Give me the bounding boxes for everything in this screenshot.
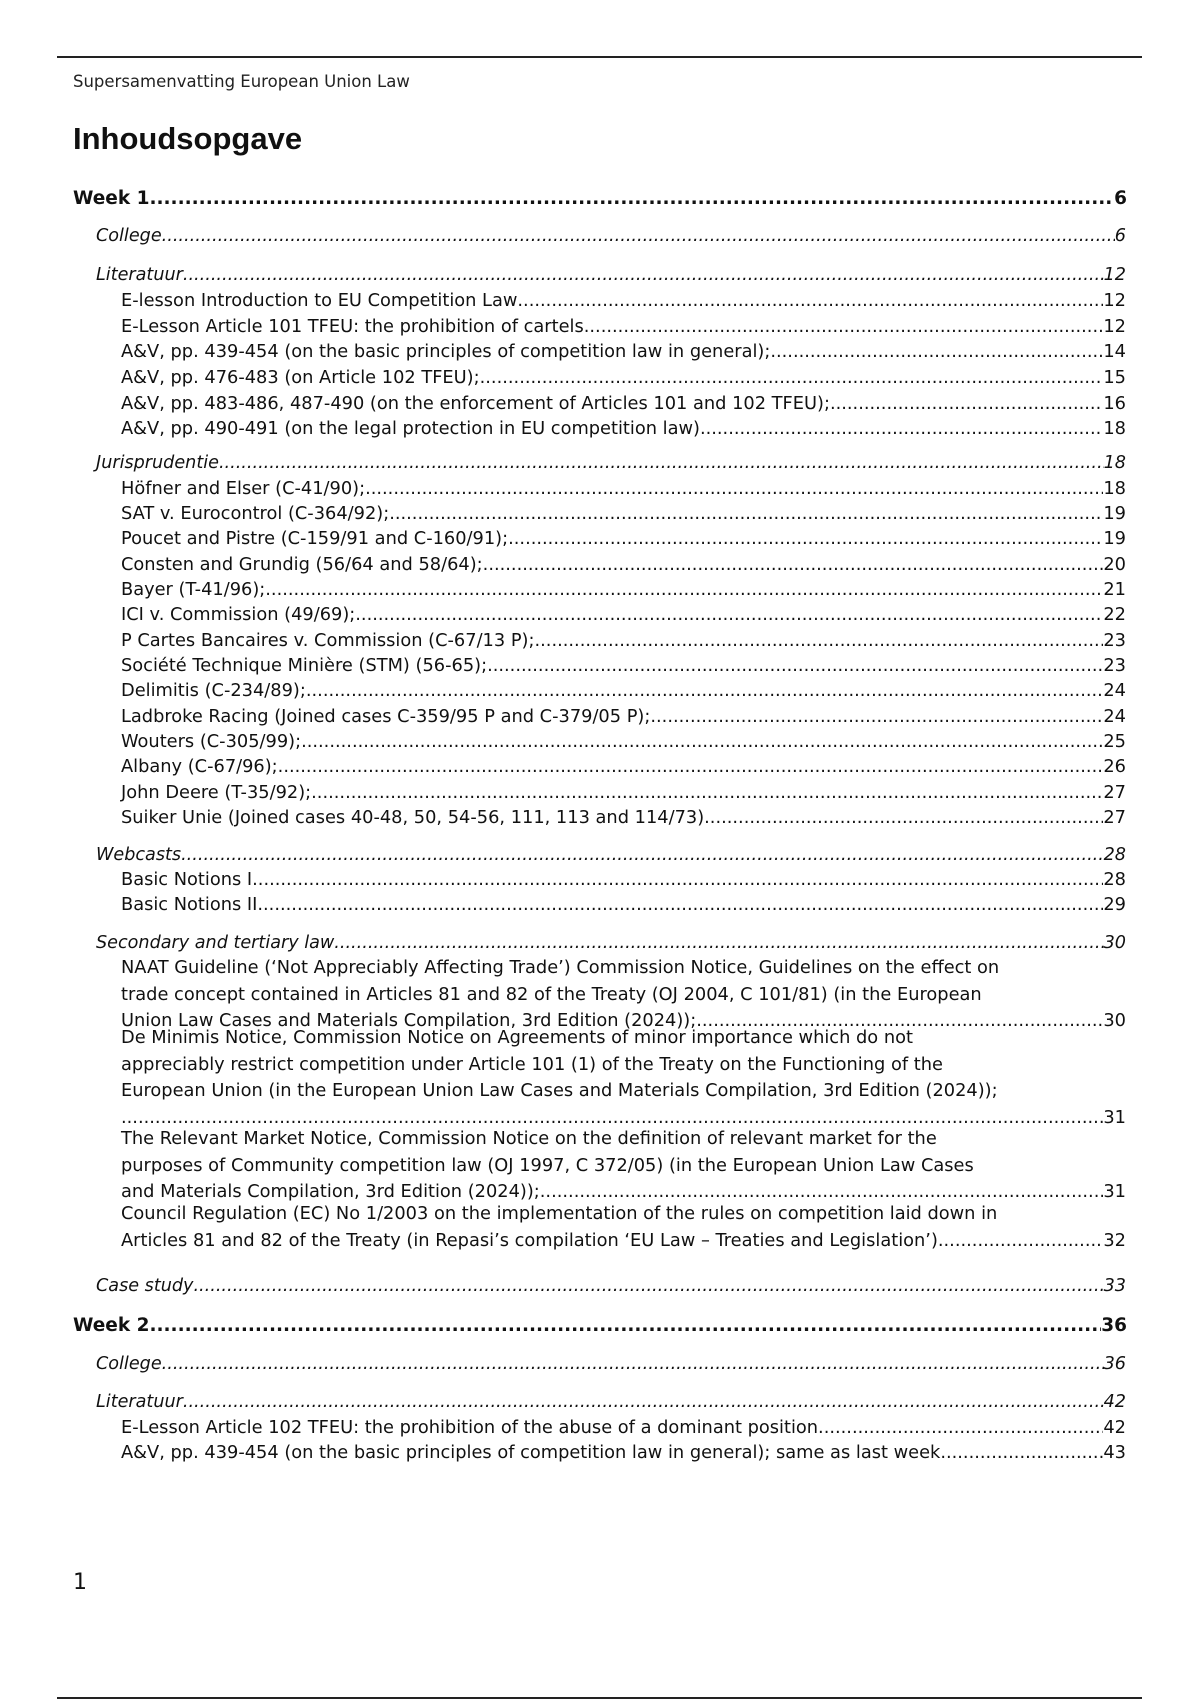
toc-section[interactable] bbox=[96, 1351, 1126, 1378]
dot-leader bbox=[183, 262, 1104, 289]
dot-leader bbox=[517, 288, 1103, 315]
toc-page-number: 25 bbox=[1103, 731, 1126, 752]
toc-entry-title: A&V, pp. 483-486, 487-490 (on the enforcement of Articles 101 and 102 TFEU); bbox=[121, 393, 830, 414]
toc-entry-title: E-lesson Introduction to EU Competition Law bbox=[121, 290, 518, 311]
toc-page-number: 12 bbox=[1103, 316, 1126, 337]
toc-page-number: 6 bbox=[1114, 188, 1127, 209]
header-rule bbox=[57, 56, 1142, 58]
dot-leader bbox=[265, 577, 1103, 604]
toc-entry-title: A&V, pp. 439-454 (on the basic principles of competition law in general); bbox=[121, 341, 771, 362]
toc-page-number: 28 bbox=[1103, 869, 1126, 890]
toc-entry-line: trade concept contained in Articles 81 and 82 of the Treaty (OJ 2004, C 101/81) (in the European bbox=[121, 983, 982, 1005]
toc-item[interactable] bbox=[121, 339, 1126, 366]
toc-entry-title: Union Law Cases and Materials Compilation, 3rd Edition (2024)); bbox=[121, 1010, 697, 1032]
toc-entry-title: Case study bbox=[96, 1276, 194, 1296]
toc-page-number: 33 bbox=[1103, 1276, 1126, 1296]
dot-leader bbox=[257, 892, 1103, 919]
toc-section[interactable] bbox=[96, 1273, 1126, 1300]
toc-item[interactable] bbox=[121, 653, 1126, 680]
toc-page-number: 24 bbox=[1103, 680, 1126, 701]
toc-item[interactable] bbox=[121, 729, 1126, 756]
toc-page-number: 19 bbox=[1103, 503, 1126, 524]
toc-entry-title: A&V, pp. 490-491 (on the legal protection in EU competition law) bbox=[121, 418, 700, 439]
toc-entry-title: Poucet and Pistre (C-159/91 and C-160/91); bbox=[121, 528, 509, 549]
dot-leader bbox=[389, 501, 1103, 528]
toc-page-number: 31 bbox=[1103, 1181, 1126, 1203]
toc-item[interactable] bbox=[121, 704, 1126, 731]
dot-leader bbox=[487, 653, 1103, 680]
dot-leader bbox=[480, 365, 1104, 392]
dot-leader bbox=[584, 314, 1104, 341]
toc-entry-title: E-Lesson Article 102 TFEU: the prohibition of the abuse of a dominant position bbox=[121, 1417, 819, 1438]
toc-item[interactable] bbox=[121, 288, 1126, 315]
dot-leader bbox=[483, 552, 1104, 579]
toc-section[interactable] bbox=[96, 842, 1126, 869]
toc-entry-line: The Relevant Market Notice, Commission Notice on the definition of relevant market for the bbox=[121, 1128, 937, 1149]
toc-entry-title: E-Lesson Article 101 TFEU: the prohibition of cartels bbox=[121, 316, 584, 337]
toc-item[interactable] bbox=[121, 552, 1126, 579]
toc-page-number: 42 bbox=[1103, 1392, 1126, 1412]
toc-page-number: 43 bbox=[1103, 1442, 1126, 1463]
toc-item[interactable] bbox=[121, 805, 1126, 832]
toc-section[interactable] bbox=[96, 930, 1126, 957]
dot-leader bbox=[365, 476, 1103, 503]
dot-leader bbox=[700, 416, 1103, 443]
toc-item[interactable] bbox=[121, 1201, 1126, 1254]
dot-leader bbox=[181, 842, 1104, 869]
toc-page-number: 27 bbox=[1103, 807, 1126, 828]
toc-entry-title: Webcasts bbox=[96, 845, 182, 865]
toc-item[interactable] bbox=[121, 476, 1126, 503]
toc-entry-line: De Minimis Notice, Commission Notice on Agreements of minor importance which do not bbox=[121, 1027, 913, 1048]
toc-page-number: 29 bbox=[1103, 894, 1126, 915]
toc-page-number: 18 bbox=[1103, 453, 1126, 473]
toc-entry-title: Week 2 bbox=[73, 1315, 150, 1336]
toc-entry-title: John Deere (T-35/92); bbox=[121, 782, 312, 803]
toc-entry-title: Literatuur bbox=[96, 1392, 183, 1412]
dot-leader bbox=[219, 450, 1104, 477]
toc-page-number: 42 bbox=[1103, 1417, 1126, 1438]
toc-entry-title: Höfner and Elser (C-41/90); bbox=[121, 478, 366, 499]
toc-item[interactable] bbox=[121, 628, 1126, 655]
toc-entry-title: P Cartes Bancaires v. Commission (C-67/13 P); bbox=[121, 630, 535, 651]
toc-item[interactable] bbox=[121, 416, 1126, 443]
toc-entry-title: and Materials Compilation, 3rd Edition (2024)); bbox=[121, 1181, 540, 1203]
toc-item[interactable] bbox=[121, 391, 1126, 418]
toc-item[interactable] bbox=[121, 314, 1126, 341]
toc-week[interactable] bbox=[73, 1313, 1127, 1340]
dot-leader bbox=[704, 805, 1103, 832]
dot-leader bbox=[149, 1313, 1101, 1340]
toc-item[interactable] bbox=[121, 1126, 1126, 1206]
toc-page-number: 32 bbox=[1103, 1229, 1126, 1251]
toc-entry-line: purposes of Community competition law (OJ 1997, C 372/05) (in the European Union Law Cases bbox=[121, 1154, 974, 1176]
toc-page-number: 30 bbox=[1103, 1010, 1126, 1032]
toc-entry-title: Articles 81 and 82 of the Treaty (in Repasi’s compilation ‘EU Law – Treaties and Legislation’) bbox=[121, 1229, 938, 1251]
toc-page-number: 18 bbox=[1103, 418, 1126, 439]
toc-section[interactable] bbox=[96, 262, 1126, 289]
toc-page-number: 19 bbox=[1103, 528, 1126, 549]
dot-leader bbox=[311, 780, 1103, 807]
toc-page-number: 27 bbox=[1103, 782, 1126, 803]
toc-page-number: 12 bbox=[1103, 290, 1126, 311]
footer-rule bbox=[57, 1697, 1142, 1699]
dot-leader bbox=[508, 526, 1103, 553]
toc-entry-title: Consten and Grundig (56/64 and 58/64); bbox=[121, 554, 483, 575]
toc-entry-line: European Union (in the European Union Law Cases and Materials Compilation, 3rd Edition (2024)); bbox=[121, 1080, 998, 1102]
toc-item[interactable] bbox=[121, 1025, 1126, 1132]
toc-entry-title: Secondary and tertiary law bbox=[96, 933, 335, 953]
toc-page-number: 31 bbox=[1103, 1107, 1126, 1129]
dot-leader bbox=[940, 1440, 1103, 1467]
toc-entry-title: Bayer (T-41/96); bbox=[121, 579, 266, 600]
dot-leader bbox=[306, 678, 1104, 705]
dot-leader bbox=[149, 186, 1114, 213]
toc-page-number: 18 bbox=[1103, 478, 1126, 499]
toc-page-number: 21 bbox=[1103, 579, 1126, 600]
toc-entry-title: Société Technique Minière (STM) (56-65); bbox=[121, 655, 488, 676]
toc-entry-line: appreciably restrict competition under Article 101 (1) of the Treaty on the Functioning of the bbox=[121, 1053, 943, 1075]
toc-item[interactable] bbox=[121, 678, 1126, 705]
dot-leader bbox=[770, 339, 1103, 366]
dot-leader bbox=[162, 1351, 1104, 1378]
toc-entry-line: NAAT Guideline (‘Not Appreciably Affecting Trade’) Commission Notice, Guidelines on the effect on bbox=[121, 957, 1000, 978]
toc-entry-title: Jurisprudentie bbox=[96, 453, 219, 473]
dot-leader bbox=[534, 628, 1103, 655]
toc-page-number: 23 bbox=[1103, 655, 1126, 676]
dot-leader bbox=[650, 704, 1103, 731]
toc-entry-title: Week 1 bbox=[73, 188, 150, 209]
toc-item[interactable] bbox=[121, 780, 1126, 807]
toc-item[interactable] bbox=[121, 365, 1126, 392]
toc-section[interactable] bbox=[96, 223, 1126, 250]
toc-item[interactable] bbox=[121, 1415, 1126, 1442]
dot-leader bbox=[334, 930, 1103, 957]
toc-page-number: 23 bbox=[1103, 630, 1126, 651]
toc-title: Inhoudsopgave bbox=[73, 121, 303, 156]
dot-leader bbox=[830, 391, 1103, 418]
dot-leader bbox=[355, 602, 1103, 629]
toc-entry-title: ICI v. Commission (49/69); bbox=[121, 604, 356, 625]
toc-entry-title: A&V, pp. 439-454 (on the basic principles of competition law in general); same as last week bbox=[121, 1442, 941, 1463]
toc-item[interactable] bbox=[121, 1440, 1126, 1467]
toc-page-number: 6 bbox=[1114, 226, 1126, 246]
toc-page-number: 24 bbox=[1103, 706, 1126, 727]
toc-entry-title: College bbox=[96, 1354, 162, 1374]
dot-leader bbox=[301, 729, 1103, 756]
toc-entry-title: Literatuur bbox=[96, 265, 183, 285]
toc-entry-title: Delimitis (C-234/89); bbox=[121, 680, 306, 701]
dot-leader bbox=[818, 1415, 1103, 1442]
toc-item[interactable] bbox=[121, 955, 1126, 1035]
toc-item[interactable] bbox=[121, 602, 1126, 629]
toc-week[interactable] bbox=[73, 186, 1127, 213]
toc-section[interactable] bbox=[96, 450, 1126, 477]
dot-leader bbox=[162, 223, 1115, 250]
toc-section[interactable] bbox=[96, 1389, 1126, 1416]
dot-leader bbox=[193, 1273, 1103, 1300]
toc-page-number: 15 bbox=[1103, 367, 1126, 388]
toc-page-number: 36 bbox=[1103, 1354, 1126, 1374]
page-number: 1 bbox=[73, 1570, 87, 1595]
toc-entry-title: Suiker Unie (Joined cases 40-48, 50, 54-56, 111, 113 and 114/73) bbox=[121, 807, 705, 828]
toc-page-number: 22 bbox=[1103, 604, 1126, 625]
toc-page-number: 30 bbox=[1103, 933, 1126, 953]
toc-page-number: 36 bbox=[1101, 1315, 1127, 1336]
toc-item[interactable] bbox=[121, 892, 1126, 919]
dot-leader bbox=[278, 754, 1104, 781]
toc-page-number: 26 bbox=[1103, 756, 1126, 777]
toc-page-number: 28 bbox=[1103, 845, 1126, 865]
toc-page-number: 14 bbox=[1103, 341, 1126, 362]
toc-entry-title: A&V, pp. 476-483 (on Article 102 TFEU); bbox=[121, 367, 480, 388]
toc-entry-title: Ladbroke Racing (Joined cases C-359/95 P and C-379/05 P); bbox=[121, 706, 651, 727]
toc-entry-title: Basic Notions I bbox=[121, 869, 253, 890]
toc-entry-title: Wouters (C-305/99); bbox=[121, 731, 302, 752]
toc-page-number: 12 bbox=[1103, 265, 1126, 285]
toc-entry-title: Basic Notions II bbox=[121, 894, 258, 915]
toc-entry-line: Council Regulation (EC) No 1/2003 on the implementation of the rules on competition laid down in bbox=[121, 1203, 998, 1224]
toc-item[interactable] bbox=[121, 577, 1126, 604]
toc-page-number: 20 bbox=[1103, 554, 1126, 575]
toc-entry-title: College bbox=[96, 226, 162, 246]
toc-entry-title: SAT v. Eurocontrol (C-364/92); bbox=[121, 503, 390, 524]
dot-leader bbox=[183, 1389, 1104, 1416]
toc-item[interactable] bbox=[121, 526, 1126, 553]
dot-leader bbox=[938, 1228, 1103, 1255]
running-header: Supersamenvatting European Union Law bbox=[73, 72, 410, 91]
toc-item[interactable] bbox=[121, 754, 1126, 781]
toc-entry-title: Albany (C-67/96); bbox=[121, 756, 278, 777]
toc-page-number: 16 bbox=[1103, 393, 1126, 414]
toc-item[interactable] bbox=[121, 501, 1126, 528]
dot-leader bbox=[252, 867, 1103, 894]
toc-item[interactable] bbox=[121, 867, 1126, 894]
